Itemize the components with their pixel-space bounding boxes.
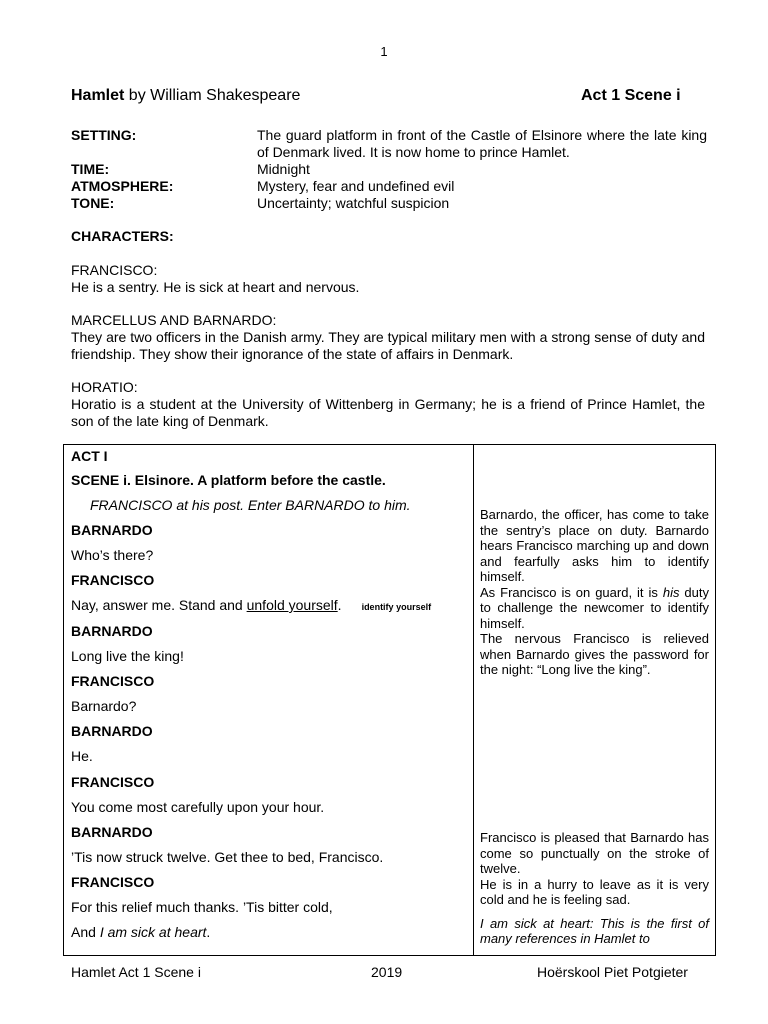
character-desc-marcellus-barnardo: They are two officers in the Danish army. They are typical military men with a strong sense of duty and friendship. They show their ignorance of the state of affairs in Denmark. xyxy=(71,329,705,362)
scene-heading: SCENE i. Elsinore. A platform before the castle. xyxy=(71,472,386,488)
commentary-note xyxy=(480,507,709,678)
character-name-horatio: HORATIO: xyxy=(71,379,138,395)
dialogue-line: Long live the king! xyxy=(71,648,184,664)
notes-column xyxy=(474,445,716,956)
speaker-name: BARNARDO xyxy=(71,623,153,639)
tone-label: TONE: xyxy=(71,195,115,211)
footer-left: Hamlet Act 1 Scene i xyxy=(71,964,201,980)
character-name-marcellus-barnardo: MARCELLUS AND BARNARDO: xyxy=(71,312,277,328)
note-paragraph xyxy=(480,585,709,632)
speaker-name: FRANCISCO xyxy=(71,572,155,588)
time-value: Midnight xyxy=(257,161,310,177)
quoted-phrase: I am sick at heart xyxy=(99,924,207,940)
dialogue-text: . xyxy=(206,924,211,940)
document-title xyxy=(71,87,300,105)
dialogue-line: He. xyxy=(71,748,93,764)
author-text: by William Shakespeare xyxy=(124,87,301,104)
character-desc-horatio: Horatio is a student at the University of Wittenberg in Germany; he is a friend of Prince Hamlet, the son of the late king of Denmark. xyxy=(71,396,705,429)
play-title: Hamlet xyxy=(71,87,125,104)
characters-heading: CHARACTERS: xyxy=(71,228,174,244)
stage-direction: FRANCISCO at his post. Enter BARNARDO to him. xyxy=(90,497,411,513)
note-emphasis: I am sick at heart: This is the first of many references in Hamlet to xyxy=(480,915,709,946)
setting-value: The guard platform in front of the Castle of Elsinore where the late king of Denmark lived. It is now home to prince Hamlet. xyxy=(257,127,707,160)
speaker-name: FRANCISCO xyxy=(71,874,155,890)
speaker-name: BARNARDO xyxy=(71,522,153,538)
speaker-name: FRANCISCO xyxy=(71,774,155,790)
note-emphasis: his xyxy=(662,584,680,600)
dialogue-line xyxy=(71,597,431,613)
setting-label: SETTING: xyxy=(71,127,137,143)
glossed-phrase: unfold yourself xyxy=(246,597,338,613)
note-text: duty to challenge the newcomer to identify himself. xyxy=(480,584,709,631)
commentary-note xyxy=(480,830,709,947)
dialogue-line: ’Tis now struck twelve. Get thee to bed, Francisco. xyxy=(71,849,384,865)
speaker-name: FRANCISCO xyxy=(71,673,155,689)
dialogue-line: You come most carefully upon your hour. xyxy=(71,799,325,815)
dialogue-text: And xyxy=(71,924,100,940)
act-heading: ACT I xyxy=(71,448,108,464)
note-paragraph xyxy=(480,916,709,947)
note-paragraph: The nervous Francisco is relieved when Barnardo gives the password for the night: “Long live the king”. xyxy=(480,631,709,677)
dialogue-text: . xyxy=(337,597,342,613)
speaker-name: BARNARDO xyxy=(71,723,153,739)
note-text: As Francisco is on guard, it is xyxy=(480,584,663,600)
gloss-note: identify yourself xyxy=(361,602,432,612)
dialogue-line: Barnardo? xyxy=(71,698,137,714)
speaker-name: BARNARDO xyxy=(71,824,153,840)
tone-value: Uncertainty; watchful suspicion xyxy=(257,195,450,211)
setting-info-block xyxy=(71,127,707,227)
script-column xyxy=(64,445,474,956)
footer-year: 2019 xyxy=(371,964,403,980)
note-paragraph: Francisco is pleased that Barnardo has come so punctually on the stroke of twelve. xyxy=(480,830,709,876)
character-desc-francisco: He is a sentry. He is sick at heart and nervous. xyxy=(71,279,360,295)
dialogue-text: Nay, answer me. Stand and xyxy=(71,597,247,613)
note-paragraph: He is in a hurry to leave as it is very cold and he is feeling sad. xyxy=(480,876,709,907)
dialogue-line: For this relief much thanks. ’Tis bitter cold, xyxy=(71,899,333,915)
note-paragraph: Barnardo, the officer, has come to take the sentry’s place on duty. Barnardo hears Francisco marching up and down and fearfully asks him to identify himself. xyxy=(480,507,709,584)
page-number: 1 xyxy=(380,44,388,59)
atmosphere-label: ATMOSPHERE: xyxy=(71,178,174,194)
time-label: TIME: xyxy=(71,161,110,177)
footer-school: Hoërskool Piet Potgieter xyxy=(537,964,688,980)
script-table xyxy=(63,444,716,956)
act-scene-heading: Act 1 Scene i xyxy=(581,87,681,104)
dialogue-line xyxy=(71,924,210,940)
dialogue-line: Who’s there? xyxy=(71,547,154,563)
atmosphere-value: Mystery, fear and undefined evil xyxy=(257,178,455,194)
character-name-francisco: FRANCISCO: xyxy=(71,262,158,278)
